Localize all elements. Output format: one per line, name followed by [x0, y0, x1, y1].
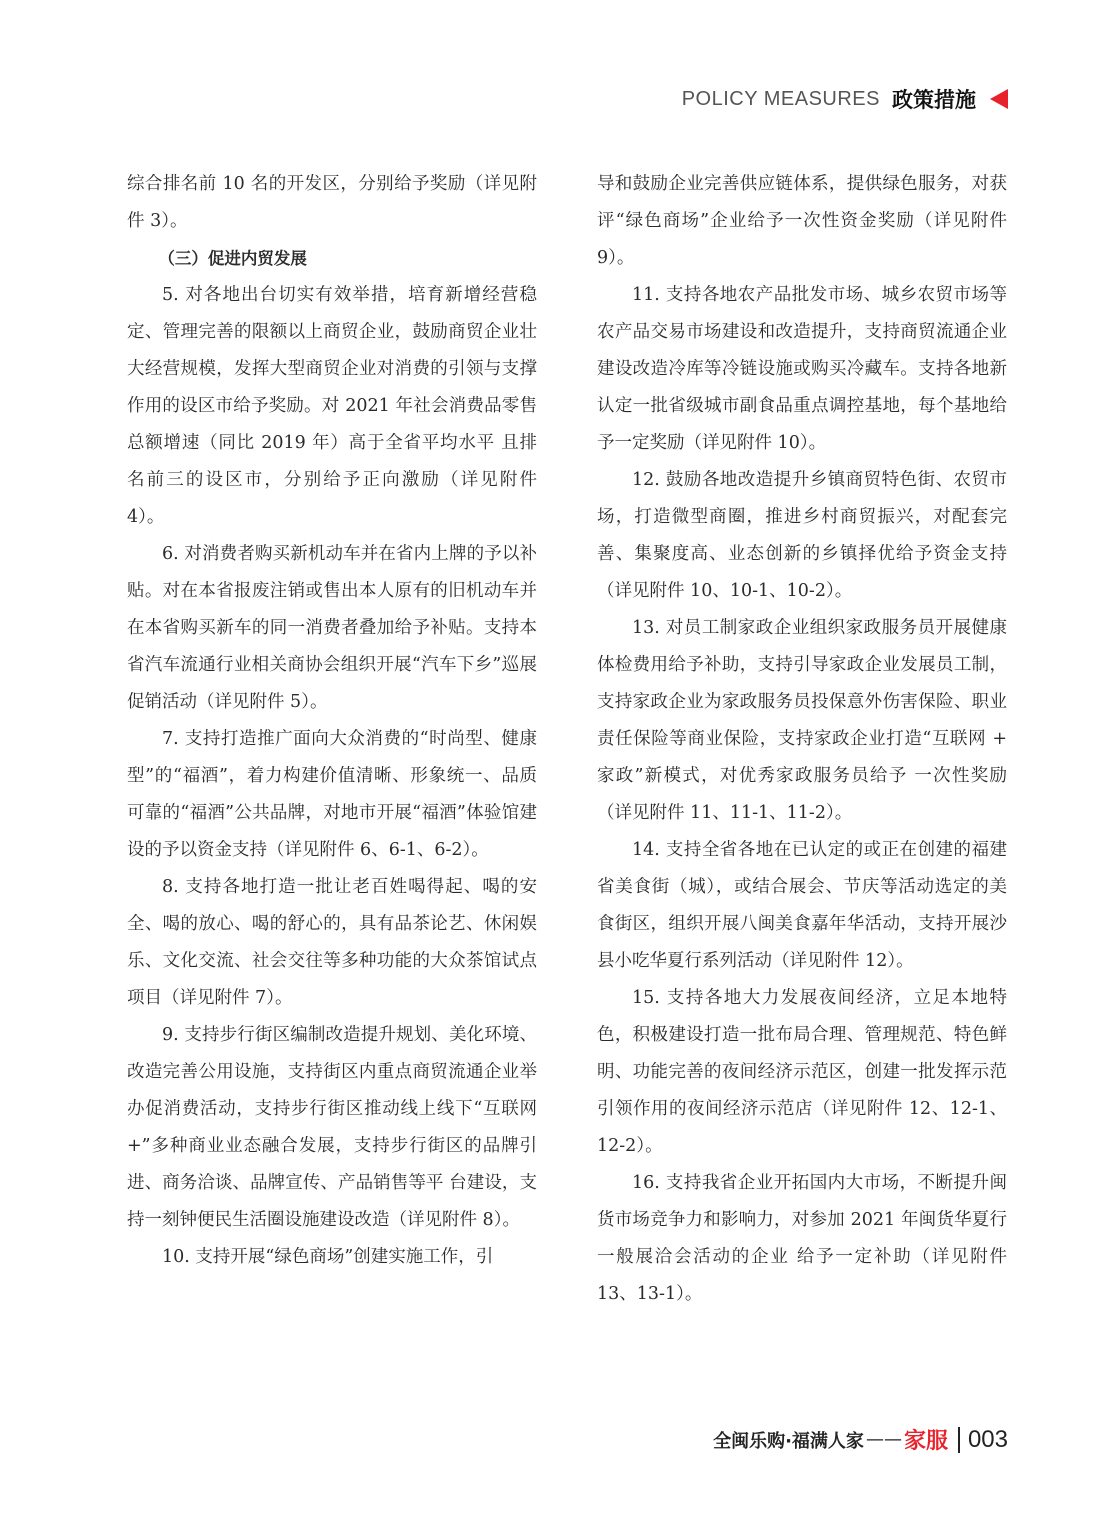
paragraph: 13. 对员工制家政企业组织家政服务员开展健康体检费用给予补助，支持引导家政企业发展员工制，支持家政企业为家政服务员投保意外伤害保险、职业责任保险等商业保险，支持家政企业打造“互联网 + 家政”新模式，对优秀家政服务员给予 一次性奖励（详见附件 11、11-1、11-2）。 [597, 618, 1007, 823]
paragraph: 10. 支持开展“绿色商场”创建实施工作，引 [162, 1247, 494, 1267]
section-title-chinese: 政策措施 [892, 88, 976, 112]
paragraph: 12. 鼓励各地改造提升乡镇商贸特色街、农贸市场，打造微型商圈，推进乡村商贸振兴，对配套完善、集聚度高、业态创新的乡镇择优给予资金支持（详见附件 10、10-1、10-2）。 [597, 470, 1007, 601]
right-column [597, 166, 1007, 1313]
left-triangle-icon [990, 89, 1008, 109]
footer-divider [958, 1427, 960, 1453]
paragraph: 11. 支持各地农产品批发市场、城乡农贸市场等农产品交易市场建设和改造提升，支持商贸流通企业建设改造冷库等冷链设施或购买冷藏车。支持各地新认定一批省级城市副食品重点调控基地，每个基地给予一定奖励（详见附件 10）。 [597, 285, 1007, 453]
paragraph: 7. 支持打造推广面向大众消费的“时尚型、健康型”的“福酒”，着力构建价值清晰、形象统一、品质可靠的“福酒”公共品牌，对地市开展“福酒”体验馆建设的予以资金支持（详见附件 6、6-1、6-2）。 [127, 729, 537, 860]
paragraph: 8. 支持各地打造一批让老百姓喝得起、喝的安全、喝的放心、喝的舒心的，具有品茶论艺、休闲娱乐、文化交流、社会交往等多种功能的大众茶馆试点项目（详见附件 7）。 [127, 877, 537, 1008]
paragraph: 14. 支持全省各地在已认定的或正在创建的福建省美食街（城），或结合展会、节庆等活动选定的美食街区，组织开展八闽美食嘉年华活动，支持开展沙县小吃华夏行系列活动（详见附件 12）。 [597, 840, 1007, 971]
page-header [682, 84, 1008, 114]
footer-brand: 家服 [903, 1429, 948, 1454]
page-footer [713, 1424, 1008, 1455]
paragraph: 5. 对各地出台切实有效举措，培育新增经营稳定、管理完善的限额以上商贸企业，鼓励商贸企业壮大经营规模，发挥大型商贸企业对消费的引领与支撑作用的设区市给予奖励。对 2021 年社会消费品零售总额增速（同比 2019 年）高于全省平均水平 且排名前三的设区市，分别给予正向激励（详见附件 4）。 [127, 285, 537, 527]
left-column [127, 166, 537, 1276]
footer-dash: —— [865, 1429, 902, 1450]
footer-slogan: 全闽乐购·福满人家 [713, 1430, 864, 1452]
paragraph: 综合排名前 10 名的开发区，分别给予奖励（详见附件 3）。 [127, 174, 537, 231]
paragraph: 导和鼓励企业完善供应链体系，提供绿色服务，对获评“绿色商场”企业给予一次性资金奖励（详见附件 9）。 [597, 174, 1007, 268]
section-title-english: POLICY MEASURES [681, 87, 880, 110]
page-number: 003 [967, 1425, 1008, 1453]
paragraph: 6. 对消费者购买新机动车并在省内上牌的予以补贴。对在本省报废注销或售出本人原有的旧机动车并在本省购买新车的同一消费者叠加给予补贴。支持本省汽车流通行业相关商协会组织开展“汽车下乡”巡展促销活动（详见附件 5）。 [127, 544, 537, 712]
paragraph: 15. 支持各地大力发展夜间经济，立足本地特色，积极建设打造一批布局合理、管理规范、特色鲜明、功能完善的夜间经济示范区，创建一批发挥示范引领作用的夜间经济示范店（详见附件 12、12-1、12-2）。 [597, 988, 1007, 1156]
paragraph: 9. 支持步行街区编制改造提升规划、美化环境、改造完善公用设施，支持街区内重点商贸流通企业举办促消费活动，支持步行街区推动线上线下“互联网 +”多种商业业态融合发展，支持步行街区的品牌引进、商务洽谈、品牌宣传、产品销售等平 台建设，支持一刻钟便民生活圈设施建设改造（详见附件 8）。 [127, 1025, 537, 1230]
paragraph: 16. 支持我省企业开拓国内大市场，不断提升闽货市场竞争力和影响力，对参加 2021 年闽货华夏行一般展洽会活动的企业 给予一定补助（详见附件 13、13-1）。 [597, 1173, 1007, 1304]
subheading: （三）促进内贸发展 [158, 249, 307, 268]
